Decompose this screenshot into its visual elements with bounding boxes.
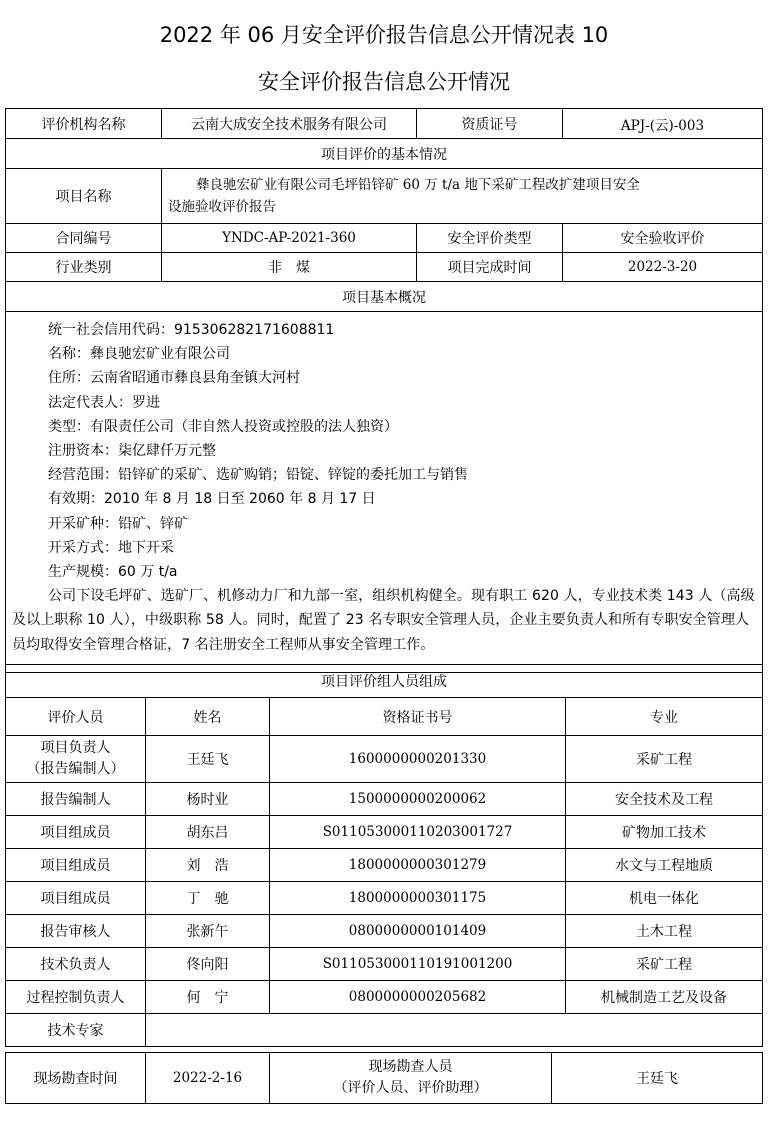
site-staff-label-line1: 现场勘查人员 — [368, 1059, 453, 1075]
table-row — [6, 981, 763, 1014]
member-cert: 0800000000205682 — [270, 981, 566, 1014]
header-cert: 资格证书号 — [270, 698, 566, 736]
table-row — [6, 816, 763, 849]
document-title: 2022 年 06 月安全评价报告信息公开情况表 10 — [159, 23, 609, 47]
complete-time-value: 2022-3-20 — [563, 253, 763, 282]
summary-line: 类型：有限责任公司（非自然人投资或控股的法人独资） — [48, 418, 398, 435]
summary-line: 统一社会信用代码：915306282171608811 — [48, 322, 335, 338]
member-name: 王廷飞 — [146, 736, 270, 783]
complete-time-label: 项目完成时间 — [417, 253, 563, 282]
project-name-line2: 设施验收评价报告 — [168, 199, 276, 215]
site-staff-label — [270, 1053, 552, 1104]
header-name: 姓名 — [146, 698, 270, 736]
member-major: 采矿工程 — [566, 736, 763, 783]
contract-label: 合同编号 — [6, 224, 162, 253]
summary-line: 名称：彝良驰宏矿业有限公司 — [48, 346, 230, 363]
org-value: 云南大成安全技术服务有限公司 — [162, 109, 417, 139]
expert-label: 技术专家 — [6, 1014, 146, 1047]
member-cert: 1500000000200062 — [270, 783, 566, 816]
eval-type-label: 安全评价类型 — [417, 224, 563, 253]
member-cert: S011053000110191001200 — [270, 948, 566, 981]
member-role: 技术负责人 — [6, 948, 146, 981]
team-section-title: 项目评价组人员组成 — [6, 665, 763, 698]
summary-line: 有效期：2010 年 8 月 18 日至 2060 年 8 月 17 日 — [48, 491, 376, 508]
member-name: 丁 驰 — [146, 882, 270, 915]
summary-line: 住所：云南省昭通市彝良县角奎镇大河村 — [48, 370, 300, 387]
table-row — [6, 736, 763, 783]
member-role: 项目组成员 — [6, 882, 146, 915]
summary-line: 法定代表人：罗进 — [48, 394, 160, 411]
summary-content — [6, 312, 763, 673]
expert-value — [146, 1014, 763, 1047]
industry-label: 行业类别 — [6, 253, 162, 282]
member-role: 项目组成员 — [6, 849, 146, 882]
member-cert: 1600000000201330 — [270, 736, 566, 783]
member-major: 安全技术及工程 — [566, 783, 763, 816]
member-role-line2: （报告编制人） — [26, 761, 125, 777]
member-role — [6, 736, 146, 783]
contract-value: YNDC-AP-2021-360 — [162, 224, 417, 253]
member-major: 矿物加工技术 — [566, 816, 763, 849]
member-role: 报告审核人 — [6, 915, 146, 948]
basic-section-title: 项目评价的基本情况 — [6, 139, 763, 169]
member-role: 项目组成员 — [6, 816, 146, 849]
member-name: 胡东吕 — [146, 816, 270, 849]
project-name-label: 项目名称 — [6, 169, 162, 224]
project-name-value — [162, 169, 763, 224]
summary-section-title: 项目基本概况 — [6, 282, 763, 312]
summary-paragraph: 公司下设毛坪矿、选矿厂、机修动力厂和九部一室，组织机构健全。现有职工 620 人，专业技术类 143 人（高级及以上职称 10 人），中级职称 58 人。同时，配置了 23 名专职安全管理人员，企业主要负责人和所有专职安全管理人员均取得安全管理合格证，7 名注册安全工程师从事安全管理工作。 — [12, 588, 755, 653]
member-major: 采矿工程 — [566, 948, 763, 981]
expert-row — [6, 1014, 763, 1047]
member-major: 土木工程 — [566, 915, 763, 948]
table-row — [6, 882, 763, 915]
member-cert: 0800000000101409 — [270, 915, 566, 948]
summary-line: 经营范围：铅锌矿的采矿、选矿购销；铅锭、锌锭的委托加工与销售 — [48, 467, 468, 484]
site-table — [5, 1052, 763, 1104]
site-staff-value: 王廷飞 — [552, 1053, 763, 1104]
eval-type-value: 安全验收评价 — [563, 224, 763, 253]
table-row — [6, 948, 763, 981]
summary-line: 开采方式：地下开采 — [48, 539, 174, 556]
member-name: 刘 浩 — [146, 849, 270, 882]
member-major: 机电一体化 — [566, 882, 763, 915]
summary-line: 注册资本：柒亿肆仟万元整 — [48, 443, 216, 460]
site-time-value: 2022-2-16 — [146, 1053, 270, 1104]
summary-line: 生产规模：60 万 t/a — [48, 564, 178, 581]
member-name: 佟向阳 — [146, 948, 270, 981]
header-role: 评价人员 — [6, 698, 146, 736]
cert-label: 资质证号 — [417, 109, 563, 139]
member-major: 水文与工程地质 — [566, 849, 763, 882]
header-major: 专业 — [566, 698, 763, 736]
team-table — [5, 664, 763, 1047]
member-cert: 1800000000301175 — [270, 882, 566, 915]
document-subtitle: 安全评价报告信息公开情况 — [258, 70, 510, 94]
industry-value: 非 煤 — [162, 253, 417, 282]
member-role: 报告编制人 — [6, 783, 146, 816]
table-row — [6, 915, 763, 948]
project-name-line1: 彝良驰宏矿业有限公司毛坪铅锌矿 60 万 t/a 地下采矿工程改扩建项目安全 — [196, 177, 640, 193]
info-table — [5, 108, 763, 673]
member-name: 杨时业 — [146, 783, 270, 816]
table-row — [6, 783, 763, 816]
table-row — [6, 849, 763, 882]
site-staff-label-line2: （评价人员、评价助理） — [333, 1080, 488, 1096]
member-cert: 1800000000301279 — [270, 849, 566, 882]
cert-value: APJ-(云)-003 — [563, 109, 763, 139]
member-name: 何 宁 — [146, 981, 270, 1014]
member-role-line1: 项目负责人 — [40, 740, 111, 756]
member-cert: S011053000110203001727 — [270, 816, 566, 849]
member-role: 过程控制负责人 — [6, 981, 146, 1014]
site-time-label: 现场勘查时间 — [6, 1053, 146, 1104]
member-major: 机械制造工艺及设备 — [566, 981, 763, 1014]
member-name: 张新午 — [146, 915, 270, 948]
org-label: 评价机构名称 — [6, 109, 162, 139]
summary-line: 开采矿种：铅矿、锌矿 — [48, 515, 188, 532]
